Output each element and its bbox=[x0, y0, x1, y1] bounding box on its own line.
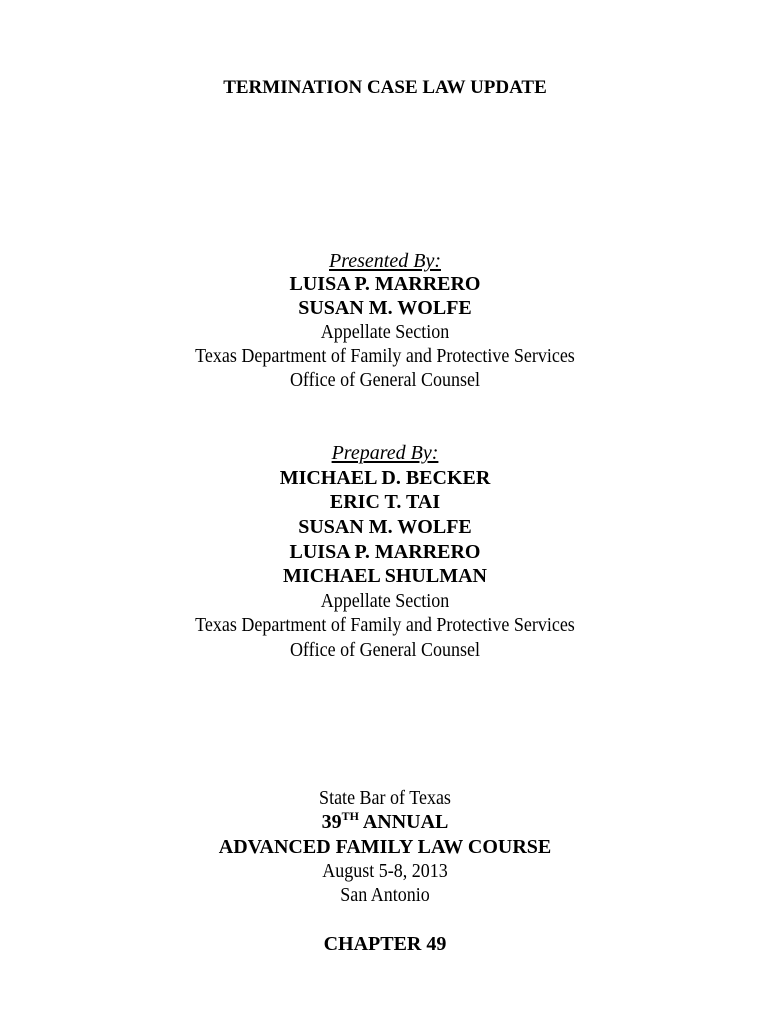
preparer-section: Appellate Section bbox=[320, 590, 450, 612]
presenter-section: Appellate Section bbox=[320, 321, 450, 343]
edition-suffix: TH bbox=[341, 809, 359, 823]
course-dates: August 5-8, 2013 bbox=[322, 860, 448, 882]
preparer-name: LUISA P. MARRERO bbox=[289, 541, 481, 563]
preparer-name: ERIC T. TAI bbox=[329, 491, 441, 513]
course-organization: State Bar of Texas bbox=[319, 787, 451, 809]
preparer-name: MICHAEL SHULMAN bbox=[283, 565, 487, 587]
prepared-by-heading: Prepared By: bbox=[331, 442, 439, 464]
chapter-label: CHAPTER 49 bbox=[323, 933, 447, 955]
course-edition bbox=[0, 810, 770, 834]
preparer-department: Texas Department of Family and Protective Services bbox=[195, 614, 575, 636]
presenter-name: LUISA P. MARRERO bbox=[289, 273, 481, 295]
edition-word: ANNUAL bbox=[362, 811, 449, 833]
presenter-department: Texas Department of Family and Protective Services bbox=[195, 345, 575, 367]
presenter-office: Office of General Counsel bbox=[289, 369, 481, 391]
preparer-name: SUSAN M. WOLFE bbox=[298, 516, 472, 538]
presented-by-heading: Presented By: bbox=[329, 250, 441, 272]
course-location: San Antonio bbox=[340, 884, 430, 906]
edition-number: 39 bbox=[321, 811, 342, 833]
document-title: TERMINATION CASE LAW UPDATE bbox=[223, 77, 547, 98]
preparer-office: Office of General Counsel bbox=[289, 639, 481, 661]
presenter-name: SUSAN M. WOLFE bbox=[298, 297, 472, 319]
preparer-name: MICHAEL D. BECKER bbox=[279, 467, 491, 489]
course-name: ADVANCED FAMILY LAW COURSE bbox=[218, 836, 552, 858]
